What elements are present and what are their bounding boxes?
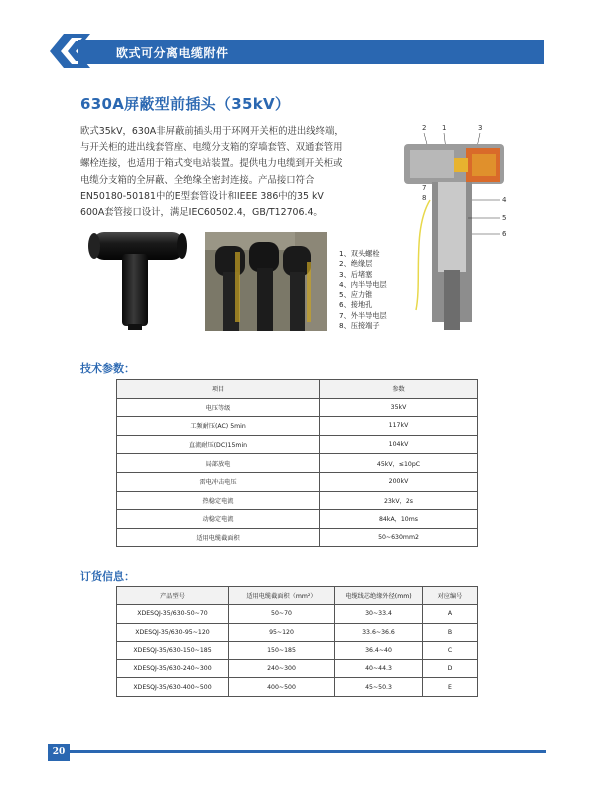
table-row [117,641,478,659]
table-cell: 50~630mm2 [320,528,478,547]
description-line: 600A套管接口设计，满足IEC60502.4，GB/T12706.4。 [80,207,323,219]
table-row [117,454,478,473]
table-cell: 30~33.4 [335,605,423,623]
callout: 5 [502,214,507,222]
callout: 6 [502,230,507,238]
table-row [117,417,478,436]
callout: 4 [502,196,507,204]
table-header-row [117,380,478,399]
page-number: 20 [48,744,70,761]
table-cell: 117kV [320,417,478,436]
list-item: 8、压接端子 [339,321,380,331]
table-cell: D [423,660,478,678]
table-cell: 40~44.3 [335,660,423,678]
table-cell: 50~70 [229,605,335,623]
description-line: 螺栓连接，也适用于箱式变电站装置。提供电力电缆到开关柜或 [80,158,343,170]
list-item: 6、接地孔 [339,300,373,310]
table-row [117,398,478,417]
table-row [117,678,478,696]
table-cell: C [423,641,478,659]
table-cell: XDESQJ-35/630-400~500 [117,678,229,696]
table-row [117,605,478,623]
description-line: 电缆分支箱的全屏蔽、全绝缘全密封连接。产品接口符合 [80,174,315,186]
banner-title: 欧式可分离电缆附件 [116,46,229,60]
table-row [117,510,478,529]
list-item: 5、应力锥 [339,290,373,300]
table-cell: 400~500 [229,678,335,696]
table-row [117,491,478,510]
table-cell: 热稳定电流 [117,491,320,510]
column-header: 电缆线芯绝缘外径(mm) [335,587,423,605]
table-header-row [117,587,478,605]
table-cell: 45kV，≤10pC [320,454,478,473]
list-item: 1、双头螺栓 [339,249,380,258]
table-cell: XDESQJ-35/630-240~300 [117,660,229,678]
table-cell: 适用电缆截面积 [117,528,320,547]
description-line: 欧式35kV，630A非屏蔽前插头用于环网开关柜的进出线终端， [80,126,344,137]
table-cell: A [423,605,478,623]
table-cell: 直流耐压(DC)15min [117,435,320,454]
product-description [80,124,376,221]
table-cell: 84kA，10ms [320,510,478,529]
callout: 2 [422,124,427,132]
table-cell: 动稳定电流 [117,510,320,529]
table-cell: 工频耐压(AC) 5min [117,417,320,436]
table-cell: 45~50.3 [335,678,423,696]
table-cell: 240~300 [229,660,335,678]
table-cell: 95~120 [229,623,335,641]
table-row [117,472,478,491]
column-header: 项目 [117,380,320,399]
table-cell: 雷电冲击电压 [117,472,320,491]
header-banner [50,34,544,68]
table-cell: B [423,623,478,641]
table-cell: 150~185 [229,641,335,659]
description-line: 与开关柜的进出线套管座、电缆分支箱的穿墙套管、双通套管用 [80,142,343,154]
list-item: 7、外半导电层 [339,310,387,320]
table-row [117,435,478,454]
table-cell: 200kV [320,472,478,491]
table-cell: 局部放电 [117,454,320,473]
table-cell: XDESQJ-35/630-150~185 [117,641,229,659]
column-header: 产品型号 [117,587,229,605]
footer-rule [48,750,546,753]
callout: 3 [478,124,483,132]
spec-table [116,379,478,547]
list-item: 4、内半导电层 [339,279,387,289]
product-title: 630A屏蔽型前插头（35kV） [80,95,291,113]
table-cell: XDESQJ-35/630-50~70 [117,605,229,623]
table-row [117,660,478,678]
list-item: 3、后堵塞 [339,269,373,279]
column-header: 参数 [320,380,478,399]
order-table [116,586,478,697]
table-row [117,623,478,641]
table-cell: 36.4~40 [335,641,423,659]
column-header: 适用电缆截面积（mm²） [229,587,335,605]
callout: 1 [442,124,447,132]
table-cell: E [423,678,478,696]
table-row [117,528,478,547]
table-cell: 104kV [320,435,478,454]
product-photo [82,228,190,332]
installation-photo [205,232,327,331]
table-cell: XDESQJ-35/630-95~120 [117,623,229,641]
table-cell: 电压等级 [117,398,320,417]
column-header: 对应编号 [423,587,478,605]
callout: 8 [422,194,427,202]
spec-heading: 技术参数： [80,362,135,375]
table-cell: 23kV，2s [320,491,478,510]
description-line: EN50180-50181中的E型套管设计和IEEE 386中的35 kV [80,190,324,202]
parts-list [339,249,387,331]
order-heading: 订货信息： [80,570,135,583]
table-cell: 35kV [320,398,478,417]
list-item: 2、绝缘层 [339,259,373,269]
table-cell: 33.6~36.6 [335,623,423,641]
cross-section-diagram [402,120,518,348]
callout: 7 [422,184,427,192]
